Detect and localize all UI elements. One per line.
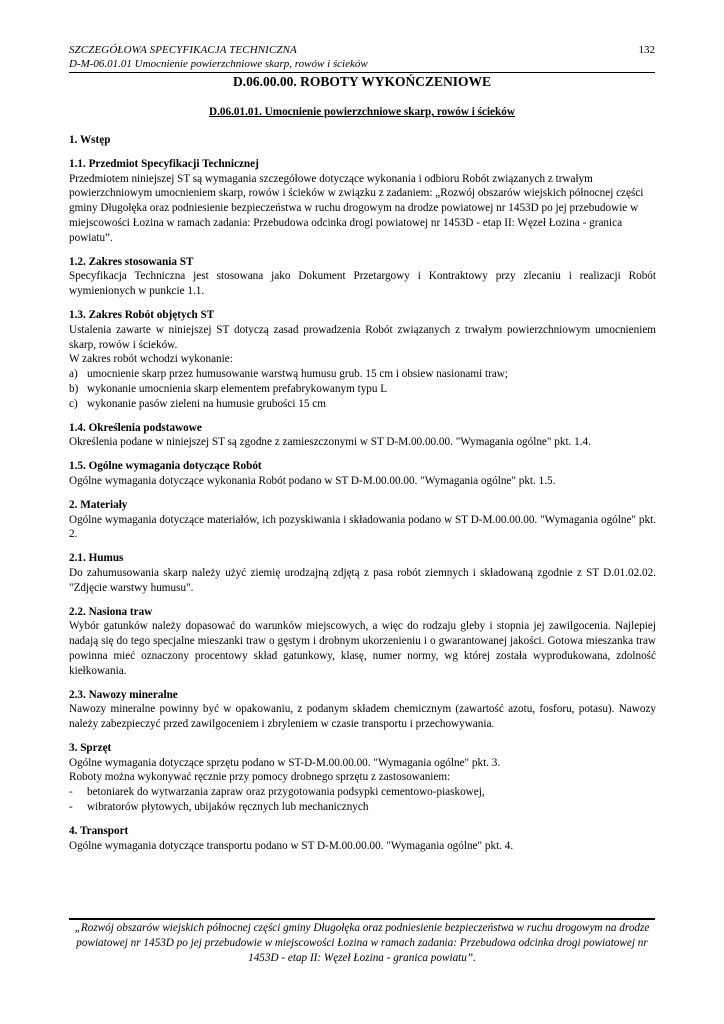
- footer-project-note: „Rozwój obszarów wiejskich północnej części gminy Długołęka oraz podniesienie bezpieczeństwa w ruchu drogowym na drodze powiatowej nr 1453D po jej przebudowie w miejscowości Łozina w ramach zadania: Przebudowa odcinka drogi powiatowej nr 1453D - etap II: Węzeł Łozina - granica powiatu”.: [74, 922, 650, 964]
- section-text: Przedmiotem niniejszej ST są wymagania szczegółowe dotyczące wykonania i odbioru Robót związanych z trwałym powierzchniowym umocnieniem skarp, rowów i ścieków w związku z zadaniem: „Rozwój obszarów wiejskich północnej części gminy Długołęka oraz podniesienie bezpieczeństwa w ruchu drogowym na drodze powiatowej nr 1453D po jej przebudowie w miejscowości Łozina w ramach zadania: Przebudowa odcinka drogi powiatowej nr 1453D - etap II: Węzeł Łozina - granica powiatu”.: [69, 172, 644, 244]
- list-item: [69, 785, 656, 800]
- section-2-1: [69, 551, 656, 595]
- section-heading: 2.2. Nasiona traw: [69, 605, 153, 618]
- section-2: [69, 498, 656, 542]
- list-item-text: betoniarek do wytwarzania zapraw oraz przygotowania podsypki cementowo-piaskowej,: [87, 786, 485, 799]
- document-body: [69, 133, 656, 862]
- section-text: Ogólne wymagania dotyczące wykonania Robót podano w ST D-M.00.00.00. "Wymagania ogólne" pkt. 1.5.: [69, 474, 556, 487]
- section-heading: 1.1. Przedmiot Specyfikacji Technicznej: [69, 157, 259, 170]
- section-text: Ogólne wymagania dotyczące transportu podano w ST D-M.00.00.00. "Wymagania ogólne" pkt. 4.: [69, 839, 514, 852]
- document-title: D.06.00.00. ROBOTY WYKOŃCZENIOWE: [232, 74, 492, 89]
- list-item-text: wykonanie umocnienia skarp elementem prefabrykowanym typu L: [87, 382, 388, 395]
- list-item: [69, 382, 656, 397]
- section-1-2: [69, 255, 656, 299]
- list-marker: c): [69, 397, 78, 410]
- section-text: Określenia podane w niniejszej ST są zgodne z zamieszczonymi w ST D-M.00.00.00. "Wymagania ogólne" pkt. 1.4.: [69, 436, 591, 449]
- section-text: Wybór gatunków należy dopasować do warunków miejscowych, a więc do rodzaju gleby i stopnia jej zawilgocenia. Najlepiej nadają się do tego specjalne mieszanki traw o gęstym i drobnym ukorzenieniu i o gwarantowanej jakości. Gotowa mieszanka traw powinna mieć oznaczony procentowy skład gatunkowy, klasę, numer normy, wg której została wyprodukowana, zdolność kiełkowania.: [69, 620, 656, 677]
- list-marker: a): [69, 368, 78, 381]
- section-heading: 3. Sprzęt: [69, 741, 112, 754]
- list-item: [69, 367, 656, 382]
- list-item: [69, 800, 656, 815]
- section-1-4: [69, 421, 656, 451]
- section-heading: 1.5. Ogólne wymagania dotyczące Robót: [69, 460, 262, 473]
- list-marker: -: [69, 786, 73, 799]
- equipment-list: [69, 785, 656, 815]
- section-heading: 1.2. Zakres stosowania ST: [69, 255, 194, 268]
- list-item-text: umocnienie skarp przez humusowanie warstwą humusu grub. 15 cm i obsiew nasionami traw;: [87, 368, 508, 381]
- header-spec-title: SZCZEGÓŁOWA SPECYFIKACJA TECHNICZNA: [69, 44, 297, 56]
- section-heading: 1. Wstęp: [69, 134, 111, 146]
- section-heading: 2.3. Nawozy mineralne: [69, 688, 178, 701]
- section-text: Ogólne wymagania dotyczące materiałów, ich pozyskiwania i składowania podano w ST D-M.00.00.00. "Wymagania ogólne" pkt. 2.: [69, 513, 656, 541]
- page-number: 132: [638, 44, 655, 56]
- scope-list: [69, 367, 656, 411]
- header-spec-code: D-M-06.01.01 Umocnienie powierzchniowe skarp, rowów i ścieków: [69, 58, 368, 70]
- section-text: Do zahumusowania skarp należy użyć ziemię urodzajną zdjętą z pasa robót ziemnych i składowaną zgodnie z ST D.01.02.02. "Zdjęcie warstwy humusu".: [69, 566, 656, 594]
- section-1-1: [69, 157, 656, 246]
- section-1: [69, 133, 656, 148]
- section-text: Ogólne wymagania dotyczące sprzętu podano w ST-D-M.00.00.00. "Wymagania ogólne" pkt. 3.: [69, 756, 501, 769]
- section-heading: 1.4. Określenia podstawowe: [69, 421, 202, 434]
- section-heading: 2.1. Humus: [69, 552, 124, 565]
- section-2-3: [69, 688, 656, 732]
- section-1-3: [69, 308, 656, 412]
- section-text: Nawozy mineralne powinny być w opakowaniu, z podanym składem chemicznym (zawartość azotu, fosforu, potasu). Nawozy należy zabezpieczyć przed zawilgoceniem i zbryleniem w czasie transportu i przechowywania.: [69, 703, 656, 731]
- section-2-2: [69, 605, 656, 679]
- list-intro: Roboty można wykonywać ręcznie przy pomocy drobnego sprzętu z zastosowaniem:: [69, 771, 451, 784]
- section-text: Specyfikacja Techniczna jest stosowana jako Dokument Przetargowy i Kontraktowy przy zlecaniu i realizacji Robót wymienionych w punkcie 1.1.: [69, 270, 656, 298]
- list-intro: W zakres robót wchodzi wykonanie:: [69, 353, 233, 366]
- footer-divider: [69, 918, 655, 920]
- section-4: [69, 824, 656, 854]
- list-item-text: wibratorów płytowych, ubijaków ręcznych lub mechanicznych: [87, 801, 369, 814]
- section-heading: 4. Transport: [69, 824, 129, 837]
- section-heading: 2. Materiały: [69, 498, 128, 511]
- list-item-text: wykonanie pasów zieleni na humusie grubości 15 cm: [87, 397, 326, 410]
- section-heading: 1.3. Zakres Robót objętych ST: [69, 308, 215, 321]
- list-marker: -: [69, 801, 73, 814]
- document-subtitle: D.06.01.01. Umocnienie powierzchniowe skarp, rowów i ścieków: [209, 106, 515, 118]
- section-3: [69, 741, 656, 815]
- section-1-5: [69, 459, 656, 489]
- list-item: [69, 397, 656, 412]
- header-divider: [69, 72, 655, 73]
- section-text: Ustalenia zawarte w niniejszej ST dotyczą zasad prowadzenia Robót związanych z trwałym powierzchniowym umocnieniem skarp, rowów i ścieków.: [69, 323, 656, 351]
- list-marker: b): [69, 382, 79, 395]
